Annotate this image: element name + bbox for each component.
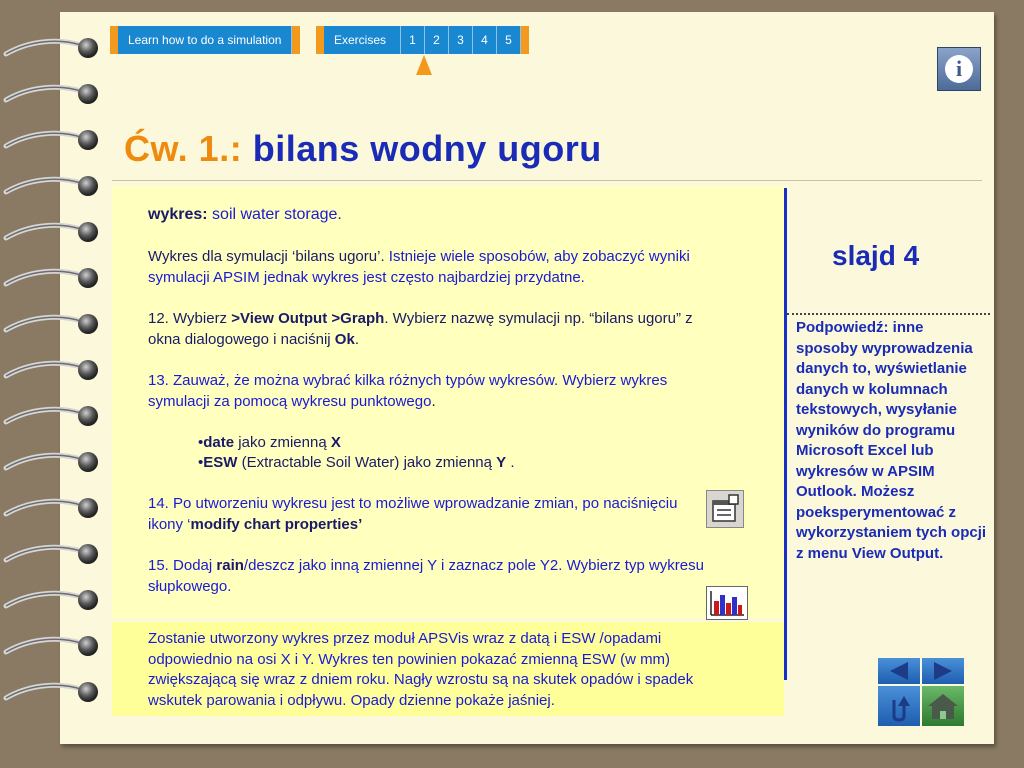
slide-number: slajd 4 [832, 240, 920, 271]
nav-learn-group [110, 26, 300, 54]
return-icon [878, 686, 920, 726]
prev-slide-button[interactable] [878, 658, 920, 684]
bullet-date [198, 433, 341, 454]
title-main: bilans wodny ugoru [252, 128, 602, 169]
step-14-icon-name: modify chart properties’ [190, 515, 363, 533]
bullet-esw-end: . [506, 454, 515, 471]
step-15-rain: rain [216, 557, 244, 574]
spiral-binding [0, 0, 110, 768]
bar-chart-glyph [707, 587, 747, 619]
column-divider [784, 188, 787, 680]
info-button[interactable] [937, 47, 981, 91]
step-12 [148, 309, 718, 350]
bullet-esw-var: ESW [203, 454, 238, 471]
nav-edge-left [110, 26, 118, 54]
next-slide-button[interactable] [922, 658, 964, 684]
arrow-right-icon [922, 658, 964, 684]
heading-text: soil water storage. [207, 206, 342, 223]
bar-chart-icon[interactable] [706, 586, 748, 620]
heading-label: wykres: [148, 206, 208, 223]
title-prefix: Ćw. 1.: [124, 128, 243, 169]
nav-edge-right [521, 26, 529, 54]
home-icon [922, 686, 964, 726]
step-13-end: . [431, 392, 436, 410]
current-exercise-marker-icon [416, 55, 432, 75]
intro-rest: Istnieje wiele sposobów, aby zobaczyć wyniki symulacji APSIM jednak wykres jest często najbardziej przydatne. [148, 248, 690, 286]
hint-divider [787, 313, 990, 315]
step-12-ok: Ok [334, 330, 355, 348]
step-14 [148, 494, 698, 535]
bullet-dot: • [198, 454, 204, 471]
arrow-left-icon [878, 658, 920, 684]
bullet-date-text: jako zmienną [234, 434, 331, 451]
home-button[interactable] [922, 686, 964, 726]
step-13 [148, 371, 718, 412]
page-title [124, 128, 602, 170]
exercises-button[interactable]: Exercises [324, 26, 401, 54]
step-12-text-c: . [354, 330, 359, 348]
intro-lead: Wykres dla symulacji ‘bilans ugoru’. [148, 248, 385, 265]
bullet-date-axis: X [330, 434, 341, 451]
bullet-esw-text: (Extractable Soil Water) jako zmienną [237, 454, 497, 471]
step-13-text: 13. Zauważ, że można wybrać kilka różnych typów wykresów. Wybierz wykres symulacji za pomocą wykresu punktowego [148, 372, 668, 410]
return-button[interactable] [878, 686, 920, 726]
bullet-dot: • [198, 434, 204, 451]
exercise-1-button[interactable]: 1 [401, 26, 425, 54]
step-12-text-a: 12. Wybierz [148, 310, 232, 327]
learn-simulation-button[interactable]: Learn how to do a simulation [118, 26, 292, 54]
step-12-menu-path: >View Output >Graph [231, 310, 385, 327]
summary-text: Zostanie utworzony wykres przez moduł APSVis wraz z datą i ESW /opadami odpowiednio na osi X i Y. Wykres ten powinien pokazać zmienną ESW (w mm) zwiększającą się wraz z dniem roku. Nagły wzrostu są na skutek opadów i spadek wskutek parowania i odpływu. Opady dzienne pokaże jaśniej. [148, 630, 694, 709]
exercise-4-button[interactable]: 4 [473, 26, 497, 54]
step-15-text-b: /deszcz jako inną zmiennej Y i zaznacz pole Y2. Wybierz typ wykresu słupkowego. [148, 557, 704, 595]
info-icon: i [945, 55, 973, 83]
bullet-esw [198, 453, 515, 474]
bullet-esw-axis: Y [496, 454, 507, 471]
nav-edge-right [292, 26, 300, 54]
step-12-text-b: . Wybierz nazwę symulacji np. “bilans ugoru” z okna dialogowego i naciśnij [148, 310, 693, 348]
step-15 [148, 556, 728, 597]
step-14-text: 14. Po utworzeniu wykresu jest to możliwe wprowadzanie zmian, po naciśnięciu ikony ‘ [148, 495, 678, 533]
intro-paragraph [148, 247, 728, 288]
step-15-text-a: 15. Dodaj [148, 557, 217, 574]
nav-edge-left [316, 26, 324, 54]
chart-properties-glyph [707, 491, 743, 527]
title-divider [112, 180, 982, 181]
exercise-3-button[interactable]: 3 [449, 26, 473, 54]
exercise-2-button[interactable]: 2 [425, 26, 449, 54]
slide-navigation [878, 658, 964, 726]
modify-chart-properties-icon[interactable] [706, 490, 744, 528]
nav-exercises-group [316, 26, 529, 54]
bullet-date-var: date [203, 434, 235, 451]
hint-text: Podpowiedź: inne sposoby wyprowadzenia danych to, wyświetlanie danych w kolumnach tekstowych, wysyłanie wyników do programu Microsoft Excel lub wykresów w APSIM Outlook. Możesz poeksperymentować z wykorzystaniem tych opcji z menu View Output. [796, 319, 987, 562]
exercise-5-button[interactable]: 5 [497, 26, 521, 54]
section-heading [148, 205, 342, 226]
